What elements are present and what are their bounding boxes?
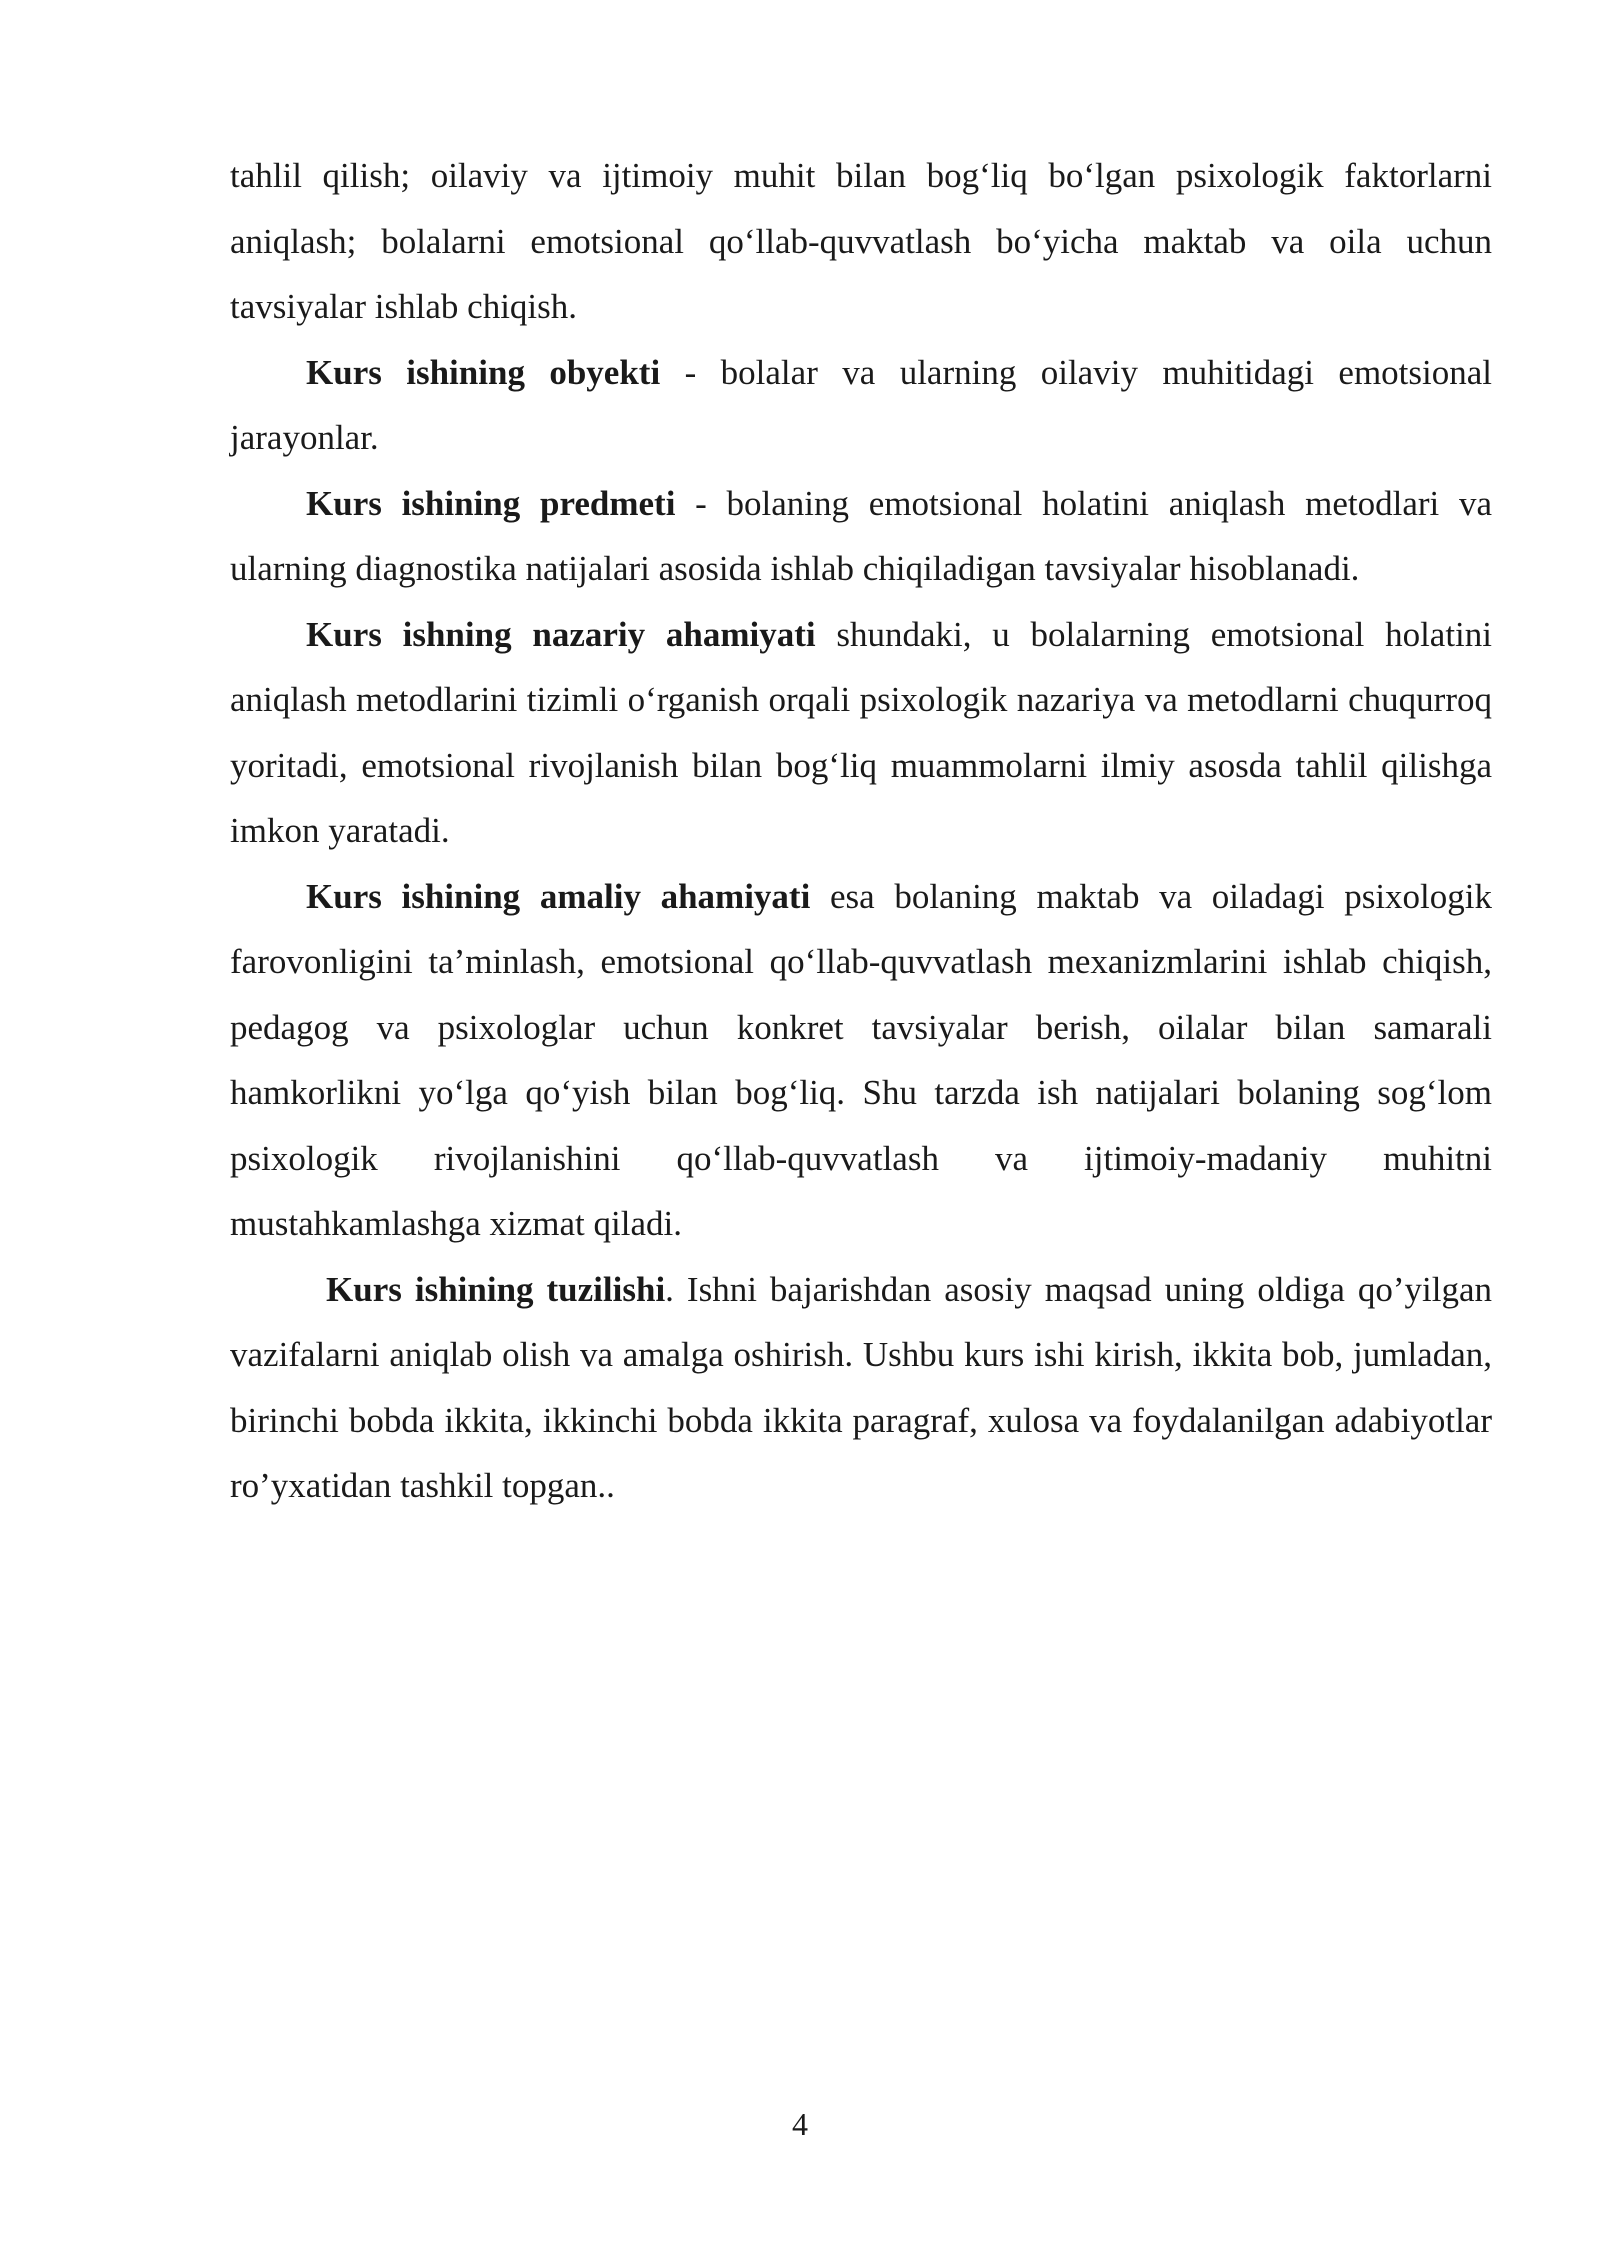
paragraph-text: shundaki, u bolalarning emotsional holatini aniqlash metodlarini tizimli o‘rganish orqali psixologik nazariya va metodlarni chuqurroq yoritadi, emotsional rivojlanish bilan bog‘liq muammolarni ilmiy asosda tahlil qilishga imkon yaratadi. xyxy=(230,614,1493,850)
paragraph-subject xyxy=(230,471,1492,602)
paragraph-object xyxy=(230,340,1492,471)
page-number: 4 xyxy=(792,2106,808,2142)
paragraph-text: - bolalar va ularning oilaviy muhitidagi emotsional jarayonlar. xyxy=(230,352,1492,457)
body-text xyxy=(230,143,1492,1519)
paragraph-heading: Kurs ishining amaliy ahamiyati xyxy=(306,876,811,916)
paragraph-theoretical-significance xyxy=(230,602,1492,864)
paragraph-text: tahlil qilish; oilaviy va ijtimoiy muhit bilan bog‘liq bo‘lgan psixologik faktorlarni aniqlash; bolalarni emotsional qo‘llab-quvvatlash bo‘yicha maktab va oila uchun tavsiyalar ishlab chiqish. xyxy=(230,156,1492,326)
paragraph-text: . Ishni bajarishdan asosiy maqsad uning oldiga qo’yilgan vazifalarni aniqlab olish va amalga oshirish. Ushbu kurs ishi kirish, ikkita bob, jumladan, birinchi bobda ikkita, ikkinchi bobda ikkita paragraf, xulosa va foydalanilgan adabiyotlar ro’yxatidan tashkil topgan.. xyxy=(230,1269,1492,1505)
paragraph-practical-significance xyxy=(230,864,1492,1257)
paragraph-heading: Kurs ishning nazariy ahamiyati xyxy=(306,614,816,654)
paragraph-text: esa bolaning maktab va oiladagi psixologik farovonligini ta’minlash, emotsional qo‘llab-quvvatlash mexanizmlarini ishlab chiqish, pedagog va psixologlar uchun konkret tavsiyalar berish, oilalar bilan samarali hamkorlikni yo‘lga qo‘yish bilan bog‘liq. Shu tarzda ish natijalari bolaning sog‘lom psixologik rivojlanishini qo‘llab-quvvatlash va ijtimoiy-madaniy muhitni mustahkamlashga xizmat qiladi. xyxy=(230,876,1492,1243)
paragraph-heading: Kurs ishining obyekti xyxy=(306,352,661,392)
paragraph-heading: Kurs ishining predmeti xyxy=(306,483,676,523)
paragraph-structure xyxy=(230,1257,1492,1519)
paragraph-text: - bolaning emotsional holatini aniqlash metodlari va ularning diagnostika natijalari asosida ishlab chiqiladigan tavsiyalar hisoblanadi. xyxy=(230,483,1492,588)
paragraph-continuation xyxy=(230,143,1492,340)
paragraph-heading: Kurs ishining tuzilishi xyxy=(326,1269,666,1309)
